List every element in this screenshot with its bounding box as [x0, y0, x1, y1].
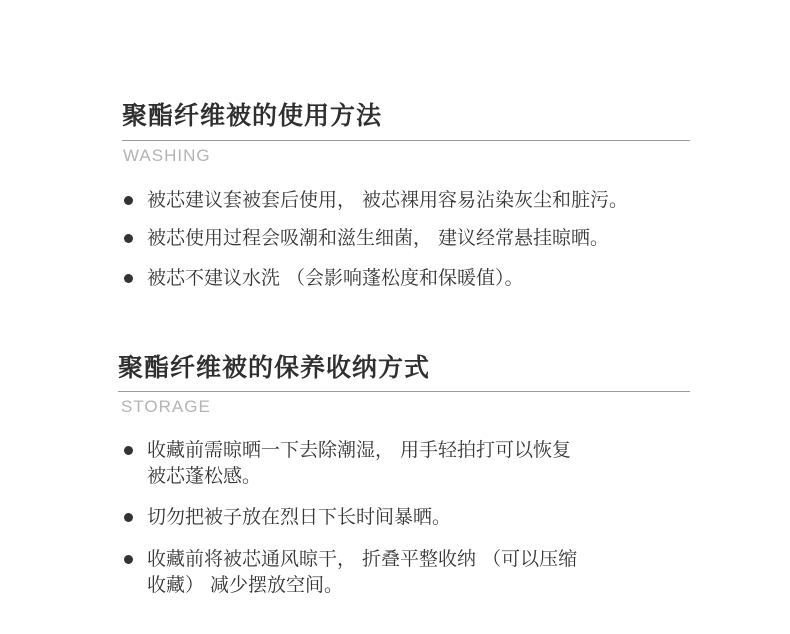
- list-item: [147, 265, 767, 291]
- bullet-icon: [124, 234, 133, 243]
- list-item: [147, 225, 767, 251]
- bullet-icon: [124, 274, 133, 283]
- washing-list: [147, 187, 767, 291]
- washing-title: 聚酯纤维被的使用方法: [122, 101, 383, 130]
- bullet-icon: [124, 196, 133, 205]
- storage-subtitle: STORAGE: [121, 397, 211, 416]
- list-item-text: 收藏前需晾晒一下去除潮湿， 用手轻拍打可以恢复: [147, 439, 572, 461]
- list-item-text: 被芯使用过程会吸潮和滋生细菌， 建议经常悬挂晾晒。: [147, 227, 610, 249]
- list-item: [147, 504, 707, 530]
- washing-divider: [122, 140, 690, 141]
- washing-subtitle: WASHING: [123, 146, 211, 165]
- list-item-text-continued: 被芯蓬松感。: [147, 465, 262, 487]
- list-item: [147, 187, 767, 213]
- list-item-text: 切勿把被子放在烈日下长时间暴晒。: [147, 506, 452, 528]
- list-item: [147, 546, 707, 598]
- list-item: [147, 437, 707, 489]
- list-item-text: 被芯建议套被套后使用， 被芯裸用容易沾染灰尘和脏污。: [147, 189, 629, 211]
- list-item-text: 收藏前将被芯通风晾干， 折叠平整收纳 （可以压缩: [147, 548, 578, 570]
- storage-title: 聚酯纤维被的保养收纳方式: [118, 353, 431, 382]
- bullet-icon: [124, 513, 133, 522]
- list-item-text-continued: 收藏） 减少摆放空间。: [147, 574, 344, 596]
- storage-divider: [118, 391, 690, 392]
- storage-list: [147, 437, 707, 598]
- bullet-icon: [124, 446, 133, 455]
- bullet-icon: [124, 555, 133, 564]
- list-item-text: 被芯不建议水洗 （会影响蓬松度和保暖值）。: [147, 267, 524, 289]
